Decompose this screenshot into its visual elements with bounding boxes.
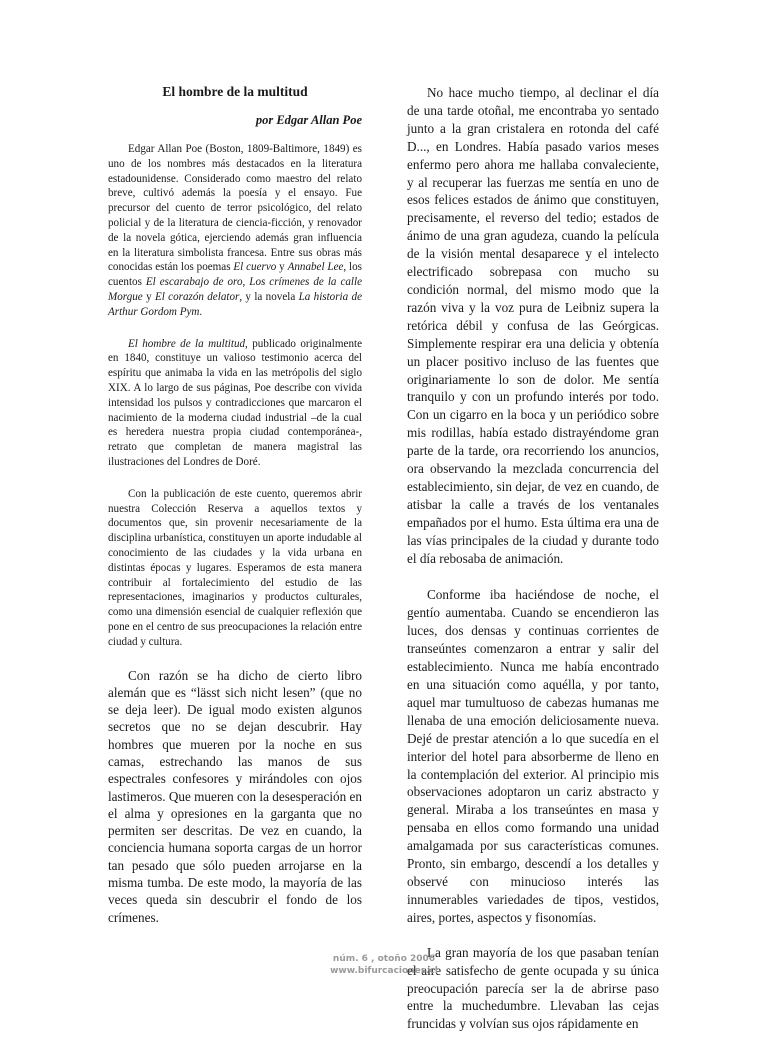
article-byline: por Edgar Allan Poe (255, 113, 362, 127)
story-paragraph-1: Con razón se ha dicho de cierto libro alemán que es “lässt sich nicht lesen” (que no se deja leer). De igual modo existen algunos secretos que no se dejan descubrir. Hay hombres que mueren por la noche en sus camas, estrechando las manos de sus espectrales confesores y mirándoles con ojos lastimeros. Que mueren con la desesperación en el alma y opresiones en la garganta que no permiten ser descritas. De vez en cuando, la conciencia humana soporta cargas de un horror tan pesado que sólo pueden arrojarse en la misma tumba. De este modo, la mayoría de las veces queda sin descubrir el fondo de los crímenes. (108, 667, 362, 925)
intro-paragraph-2: El hombre de la multitud, publicado originalmente en 1840, constituye un valioso testimonio acerca del espíritu que animaba la vida en las metrópolis del siglo XIX. A lo largo de sus páginas, Poe describe con vivida intensidad los pulsos y contradicciones que marcaron el nacimiento de la moderna ciudad industrial –de la cual es heredera nuestra propia ciudad contemporánea-, retrato que completan de manera magistral las ilustraciones del Londres de Doré. (108, 337, 362, 468)
italic-title: El corazón delator (154, 290, 240, 303)
italic-title: El hombre de la multitud (128, 337, 246, 350)
story-paragraph-3: Conforme iba haciéndose de noche, el gentío aumentaba. Cuando se encendieron las luces, dos densas y continuas corrientes de transeúntes comenzaron a entrar y salir del establecimiento. Nunca me había encontrado en una situación como aquélla, y por tanto, aquel mar tumultuoso de cabezas humanas me llenaba de una emoción deliciosamente nueva. Dejé de prestar atención a lo que sucedía en el interior del hotel para absorberme de lleno en la contemplación del exterior. Al principio mis observaciones adoptaron un cariz abstracto y general. Miraba a los transeúntes en masa y pensaba en ellos como formando una unidad amalgamada por sus características comunes. Pronto, sin embargo, descendí a los detalles y observé con minucioso interés las innumerables variedades de tipos, vestidos, aires, portes, aspectos y fisonomías. (407, 587, 659, 925)
story-paragraph-4: La gran mayoría de los que pasaban tenían el aire satisfecho de gente ocupada y su única preocupación parecía ser la de abrirse paso entre la muchedumbre. Llevaban las cejas fruncidas y volvían sus ojos rápidamente en (407, 944, 659, 1032)
introduction (108, 142, 362, 650)
article-title: El hombre de la multitud (162, 84, 308, 99)
page-footer (0, 953, 768, 977)
footer-issue: núm. 6 , otoño 2006 (332, 954, 436, 964)
story-paragraph-2: No hace mucho tiempo, al declinar el día de una tarde otoñal, me encontraba yo sentado junto a la gran cristalera en rotonda del café D..., en Londres. Había pasado varios meses enfermo pero ahora me hallaba convaleciente, y al recuperar las fuerzas me sentía en uno de esos felices estados de ánimo que constituyen, precisamente, el reverso del tedio; estados de ánimo de una gran agudeza, cuando la película de la visión mental desaparece y el intelecto electrificado sobrepasa con mucho su condición normal, del mismo modo que la razón viva y la voz pura de Leibniz supera la retórica débil y confusa de las Geórgicas. Simplemente respirar era una delicia y obtenía un placer positivo incluso de las fuentes que originariamente lo son de dolor. Me sentía tranquilo y con un profundo interés por todo. Con un cigarro en la boca y un periódico sobre mis rodillas, había estado distrayéndome gran parte de la tarde, ora recorriendo los anuncios, ora observando la mezclada concurrencia del establecimiento, sin dejar, de vez en cuando, de atisbar la calle a través de los ventanales empañados por el humo. Esta última era una de las vías principales de la ciudad y durante todo el día rebosaba de animación. (407, 85, 659, 566)
intro-paragraph-1: Edgar Allan Poe (Boston, 1809-Baltimore, 1849) es uno de los nombres más destacados en la literatura estadounidense. Considerado como maestro del relato breve, cultivó además la poesía y el ensayo. Fue precursor del cuento de terror psicológico, del relato policial y de la literatura de ciencia-ficción, y renovador de la novela gótica, ejerciendo además gran influencia en la literatura simbolista francesa. Entre sus obras más conocidas están los poemas El cuervo y Annabel Lee, los cuentos El escarabajo de oro, Los crímenes de la calle Morgue y El corazón delator, y la novela La historia de Arthur Gordom Pym. (108, 143, 362, 318)
italic-title: La historia de Arthur Gordom Pym (108, 290, 362, 318)
footer-url: www.bifurcaciones.cl (330, 966, 438, 976)
left-column (108, 84, 362, 942)
italic-title: El escarabajo de oro (145, 276, 243, 289)
italic-title: Annabel Lee (287, 261, 344, 274)
right-column (407, 84, 659, 1050)
story-start (108, 667, 362, 926)
italic-title: El cuervo (233, 261, 277, 274)
intro-paragraph-3: Con la publicación de este cuento, queremos abrir nuestra Colección Reserva a aquellos textos y documentos que, sin provenir necesariamente de la disciplina urbanística, constituyen un aporte indudable al conocimiento de las ciudades y la vida urbana en distintas épocas y lugares. Esperamos de esta manera contribuir al fortalecimiento del estudio de las representaciones, imaginarios y productos culturales, como una dimensión esencial de cualquier reflexión que pone en el centro de sus preocupaciones la relación entre ciudad y cultura. (108, 487, 362, 648)
italic-title: Los crímenes de la calle Morgue (108, 276, 362, 303)
